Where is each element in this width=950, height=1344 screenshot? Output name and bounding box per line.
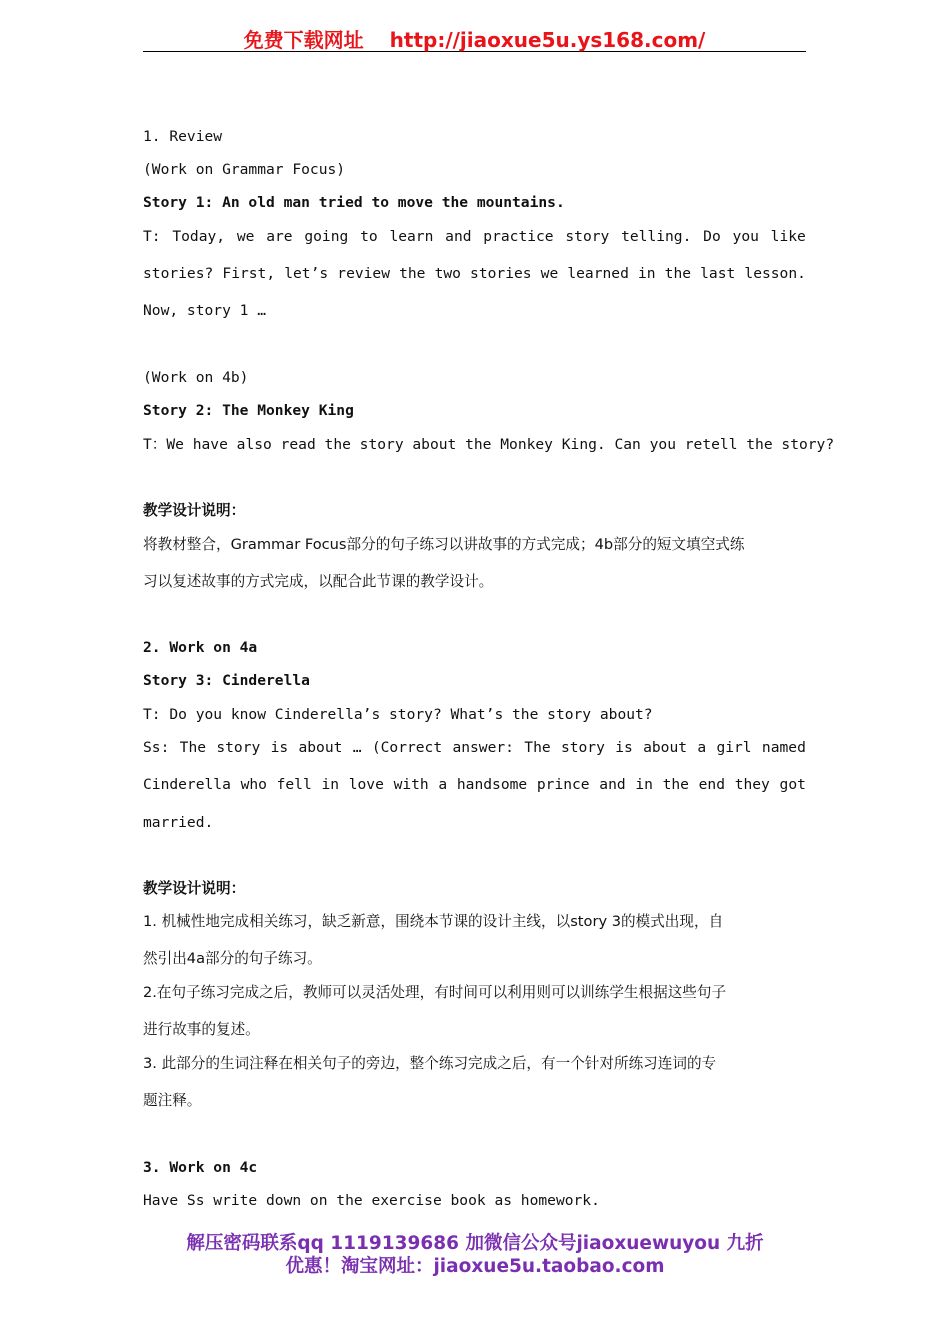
story-3-answer-line-3: married. bbox=[143, 814, 214, 831]
word: answer: bbox=[452, 739, 514, 756]
story-3-answer-line-2 bbox=[143, 775, 806, 795]
word: about bbox=[643, 739, 688, 756]
header-label: 免费下载网址 bbox=[243, 28, 364, 52]
page-header bbox=[143, 24, 806, 52]
section-3-title: 3. Work on 4c bbox=[143, 1159, 258, 1176]
word: like bbox=[770, 228, 806, 245]
design-note-1-title: 教学设计说明： bbox=[143, 502, 246, 519]
word: the bbox=[664, 265, 692, 282]
word: First, bbox=[222, 265, 276, 282]
word: lesson. bbox=[744, 265, 806, 282]
design-note-2-line-5: 3. 此部分的生词注释在相关句子的旁边，整个练习完成之后，有一个针对所练习连词的专 bbox=[143, 1055, 717, 1072]
story-3-answer-line-1 bbox=[143, 738, 806, 758]
word: The bbox=[179, 739, 207, 756]
word: two bbox=[434, 265, 461, 282]
word: learned bbox=[567, 265, 629, 282]
design-note-1-line-1: 将教材整合，Grammar Focus部分的句子练习以讲故事的方式完成；4b部分的短文填空式练 bbox=[143, 536, 745, 553]
word: story bbox=[565, 228, 610, 245]
story-1-title: Story 1: An old man tried to move the mountains. bbox=[143, 194, 565, 211]
story-2-paragraph: T：We have also read the story about the Monkey King. Can you retell the story? bbox=[143, 436, 835, 453]
word: stories bbox=[470, 265, 532, 282]
design-note-2-line-1: 1. 机械性地完成相关练习，缺乏新意，围绕本节课的设计主线，以story 3的模式出现，自 bbox=[143, 913, 724, 930]
design-note-2-title: 教学设计说明： bbox=[143, 880, 246, 897]
design-note-2-line-6: 题注释。 bbox=[143, 1092, 202, 1109]
word: stories? bbox=[143, 265, 214, 282]
section-1-title: 1. Review bbox=[143, 128, 223, 145]
word: practice bbox=[483, 228, 554, 245]
word: (Correct bbox=[371, 739, 443, 756]
word: in bbox=[637, 265, 656, 282]
section-1-subtitle: (Work on Grammar Focus) bbox=[143, 161, 346, 178]
footer-line-1: 解压密码联系qq 1119139686 加微信公众号jiaoxuewuyou 九折 bbox=[186, 1233, 764, 1254]
design-note-2-line-2: 然引出4a部分的句子练习。 bbox=[143, 950, 322, 967]
story-2-title: Story 2: The Monkey King bbox=[143, 402, 354, 419]
header-url-link[interactable]: http://jiaoxue5u.ys168.com/ bbox=[389, 28, 706, 52]
word: The bbox=[524, 739, 551, 756]
word: named bbox=[761, 739, 806, 756]
word: a bbox=[697, 739, 707, 756]
footer-line-2: 优惠！淘宝网址：jiaoxue5u.taobao.com bbox=[285, 1256, 665, 1277]
word: is bbox=[270, 739, 289, 756]
design-note-2-line-4: 进行故事的复述。 bbox=[143, 1021, 260, 1038]
word: telling. bbox=[621, 228, 692, 245]
word: learn bbox=[389, 228, 434, 245]
word: end bbox=[698, 776, 725, 793]
word: fell bbox=[276, 776, 312, 793]
word: a bbox=[438, 776, 448, 793]
word: the bbox=[399, 265, 426, 282]
word: and bbox=[445, 228, 472, 245]
section-2-title: 2. Work on 4a bbox=[143, 639, 258, 656]
word: love bbox=[348, 776, 384, 793]
word: we bbox=[540, 265, 559, 282]
story-1-paragraph-line-2 bbox=[143, 264, 806, 284]
word: girl bbox=[716, 739, 752, 756]
word: going bbox=[304, 228, 349, 245]
word: review bbox=[337, 265, 390, 282]
word: in bbox=[635, 776, 653, 793]
word: about bbox=[298, 739, 343, 756]
word: Ss: bbox=[143, 739, 170, 756]
story-3-question: T: Do you know Cinderella’s story? What’s the story about? bbox=[143, 706, 653, 723]
word: who bbox=[240, 776, 267, 793]
section-3-paragraph: Have Ss write down on the exercise book as homework. bbox=[143, 1192, 600, 1209]
design-note-2-line-3: 2.在句子练习完成之后，教师可以灵活处理，有时间可以利用则可以训练学生根据这些句子 bbox=[143, 984, 727, 1001]
section-1b-subtitle: (Work on 4b) bbox=[143, 369, 249, 386]
word: … bbox=[352, 739, 362, 756]
word: last bbox=[700, 265, 736, 282]
word: Today, bbox=[172, 228, 226, 245]
word: you bbox=[732, 228, 759, 245]
word: with bbox=[393, 776, 429, 793]
word: got bbox=[779, 776, 806, 793]
word: they bbox=[734, 776, 770, 793]
word: are bbox=[266, 228, 293, 245]
story-1-paragraph-line-1 bbox=[143, 227, 806, 247]
word: we bbox=[236, 228, 255, 245]
word: handsome bbox=[456, 776, 528, 793]
word: in bbox=[321, 776, 340, 793]
word: to bbox=[360, 228, 378, 245]
word: prince bbox=[536, 776, 590, 793]
word: Cinderella bbox=[143, 776, 231, 793]
word: story bbox=[560, 739, 605, 756]
story-1-paragraph-line-3: Now, story 1 … bbox=[143, 302, 267, 319]
word: the bbox=[662, 776, 689, 793]
word: story bbox=[216, 739, 261, 756]
design-note-1-line-2: 习以复述故事的方式完成，以配合此节课的教学设计。 bbox=[143, 573, 494, 590]
word: Do bbox=[703, 228, 721, 245]
word: and bbox=[599, 776, 626, 793]
story-3-title: Story 3: Cinderella bbox=[143, 672, 310, 689]
word: is bbox=[615, 739, 633, 756]
word: T: bbox=[143, 228, 161, 245]
word: let’s bbox=[284, 265, 329, 282]
